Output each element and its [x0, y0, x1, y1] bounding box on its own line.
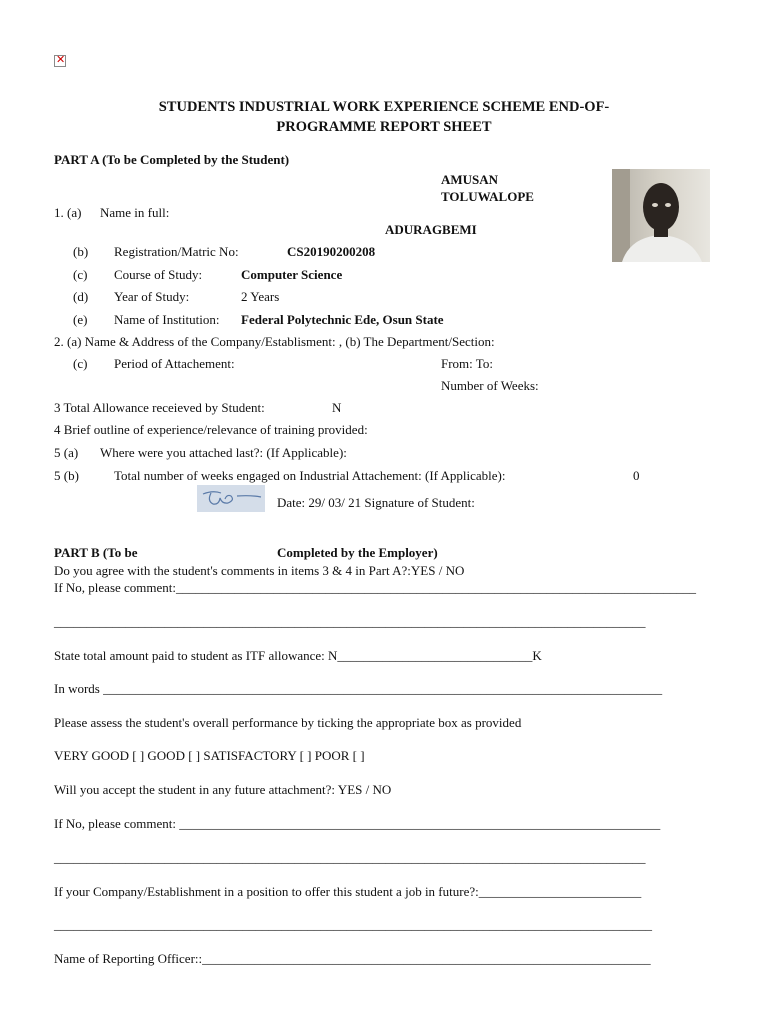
q5b-label: Total number of weeks engaged on Industrial Attachement: (If Applicable):: [114, 468, 506, 483]
in-words-line: In words ______________________________________________________________________________________: [54, 681, 663, 696]
q5b-number: 5 (b): [54, 468, 79, 483]
q3-allowance-label: 3 Total Allowance receieved by Student:: [54, 400, 265, 415]
blank-comment-line-1: ___________________________________________________________________________________________: [54, 614, 646, 629]
performance-ratings: VERY GOOD [ ] GOOD [ ] SATISFACTORY [ ] POOR [ ]: [54, 748, 365, 763]
blank-comment-line-3: ____________________________________________________________________________________________: [54, 917, 652, 932]
matric-number: CS20190200208: [287, 244, 376, 259]
q1d-label: Year of Study:: [114, 289, 190, 304]
part-b-heading-right: Completed by the Employer): [277, 545, 438, 560]
broken-image-icon: ✕: [56, 53, 66, 66]
student-name-line-1: AMUSAN: [441, 172, 499, 187]
reporting-officer-line: Name of Reporting Officer::_____________________________________________________________________: [54, 951, 651, 966]
student-signature: [197, 485, 265, 512]
date-and-signature: Date: 29/ 03/ 21 Signature of Student:: [277, 495, 475, 510]
q1d-number: (d): [73, 289, 89, 304]
year-of-study: 2 Years: [241, 289, 280, 304]
offer-job-question: If your Company/Establishment in a position to offer this student a job in future?:_________________________: [54, 884, 642, 899]
blank-comment-line-2: ___________________________________________________________________________________________: [54, 850, 646, 865]
period-from-to: From: To:: [441, 356, 493, 371]
course-of-study: Computer Science: [241, 267, 343, 282]
q1b-label: Registration/Matric No:: [114, 244, 239, 259]
q4-experience-outline: 4 Brief outline of experience/relevance of training provided:: [54, 422, 368, 437]
assess-instruction: Please assess the student's overall performance by ticking the appropriate box as provided: [54, 715, 522, 730]
itf-allowance-line: State total amount paid to student as ITF allowance: N______________________________K: [54, 648, 542, 663]
accept-question: Will you accept the student in any future attachment?: YES / NO: [54, 782, 392, 797]
q1e-label: Name of Institution:: [114, 312, 220, 327]
q5a-number: 5 (a): [54, 445, 79, 460]
number-of-weeks-label: Number of Weeks:: [441, 378, 539, 393]
q2c-label: Period of Attachement:: [114, 356, 235, 371]
q1b-number: (b): [73, 244, 89, 259]
student-name-line-3: ADURAGBEMI: [385, 222, 477, 237]
student-photo: [612, 169, 710, 262]
q3-allowance-value: N: [332, 400, 342, 415]
q2-company-address: 2. (a) Name & Address of the Company/Establisment: , (b) The Department/Section:: [54, 334, 495, 349]
part-b-heading-left: PART B (To be: [54, 545, 138, 560]
form-title-line-1: STUDENTS INDUSTRIAL WORK EXPERIENCE SCHEME END-OF-: [158, 99, 610, 115]
if-no-comment-1: If No, please comment:________________________________________________________________________________: [54, 580, 697, 595]
q5a-label: Where were you attached last?: (If Applicable):: [100, 445, 347, 460]
q1c-label: Course of Study:: [114, 267, 203, 282]
q1a-label: Name in full:: [100, 205, 170, 220]
part-a-heading: PART A (To be Completed by the Student): [54, 152, 290, 167]
q2c-number: (c): [73, 356, 88, 371]
q1c-number: (c): [73, 267, 88, 282]
student-name-line-2: TOLUWALOPE: [441, 189, 534, 204]
institution-name: Federal Polytechnic Ede, Osun State: [241, 312, 444, 327]
form-title-line-2: PROGRAMME REPORT SHEET: [276, 119, 492, 135]
q1a-number: 1. (a): [54, 205, 82, 220]
q1e-number: (e): [73, 312, 88, 327]
q5b-value: 0: [633, 468, 640, 483]
if-no-comment-2: If No, please comment: __________________________________________________________________________: [54, 816, 661, 831]
agree-question: Do you agree with the student's comments in items 3 & 4 in Part A?:YES / NO: [54, 563, 465, 578]
